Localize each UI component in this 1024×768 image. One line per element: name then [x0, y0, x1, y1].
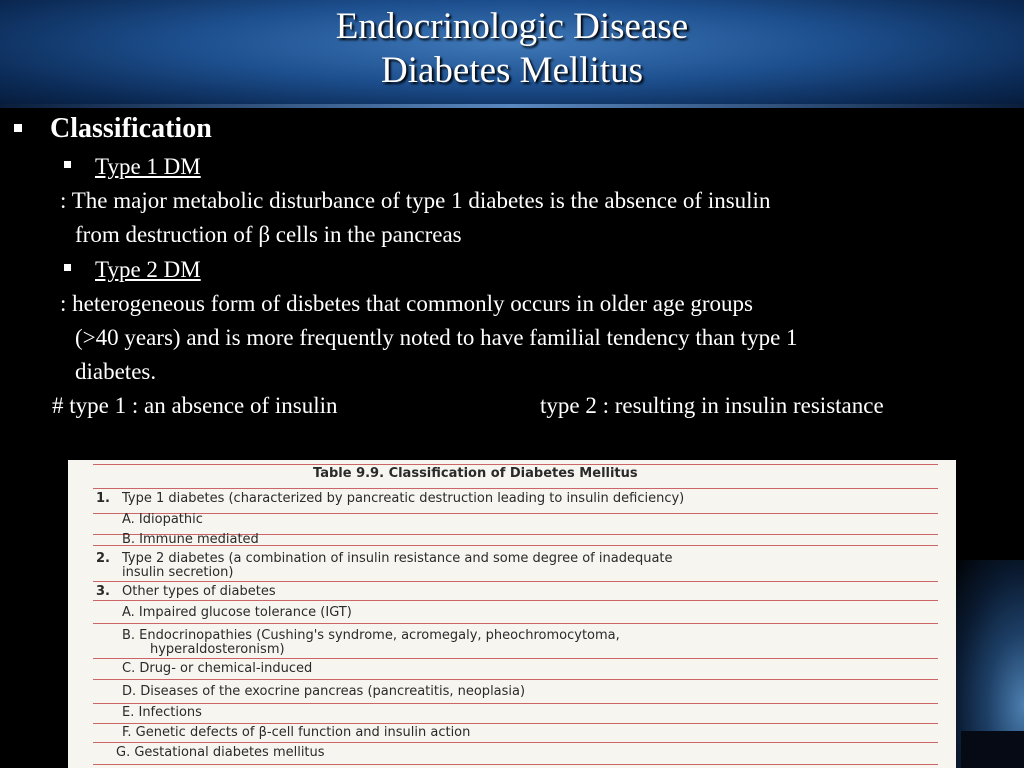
table-row: insulin secretion) [122, 565, 234, 580]
type1-label: Type 1 DM [95, 154, 201, 179]
note-type1: # type 1 : an absence of insulin [52, 393, 338, 418]
table-rule [93, 742, 938, 743]
table-rule [93, 623, 938, 624]
table-row: B. Immune mediated [122, 532, 259, 547]
classification-table-image [68, 460, 956, 768]
table-rule [93, 600, 938, 601]
table-rule [93, 764, 938, 765]
slide-header [0, 0, 1024, 108]
table-row: F. Genetic defects of β-cell function and insulin action [122, 725, 471, 740]
table-row: hyperaldosteronism) [150, 642, 285, 657]
type2-label: Type 2 DM [95, 257, 201, 282]
table-rule [93, 513, 938, 514]
note-type2: type 2 : resulting in insulin resistance [540, 393, 884, 418]
bullet-icon [14, 124, 22, 132]
table-row: C. Drug- or chemical-induced [122, 661, 313, 676]
table-rule [93, 703, 938, 704]
table-row: 1. Type 1 diabetes (characterized by pancreatic destruction leading to insulin deficiency) [96, 491, 685, 506]
table-title: Table 9.9. Classification of Diabetes Mellitus [313, 466, 638, 481]
table-row: A. Idiopathic [122, 512, 203, 527]
table-rule [93, 581, 938, 582]
bullet-icon [64, 161, 71, 168]
table-row: 3. Other types of diabetes [96, 584, 276, 599]
table-row: A. Impaired glucose tolerance (IGT) [122, 605, 352, 620]
type2-desc-line1: : heterogeneous form of disbetes that commonly occurs in older age groups [60, 291, 754, 316]
slide-title-line1: Endocrinologic Disease [335, 6, 689, 47]
table-row: E. Infections [122, 705, 202, 720]
classification-heading: Classification [50, 113, 212, 144]
type2-desc-line2: (>40 years) and is more frequently noted to have familial tendency than type 1 [75, 325, 798, 350]
table-row: D. Diseases of the exocrine pancreas (pancreatitis, neoplasia) [122, 684, 526, 699]
type2-desc-line3: diabetes. [75, 359, 157, 384]
slide-title-line2: Diabetes Mellitus [380, 50, 644, 91]
corner-decoration [961, 731, 1024, 768]
table-row: B. Endocrinopathies (Cushing's syndrome, acromegaly, pheochromocytoma, [122, 628, 620, 643]
table-rule [93, 658, 938, 659]
table-row: G. Gestational diabetes mellitus [116, 745, 325, 760]
table-rule [93, 488, 938, 489]
bullet-icon [64, 264, 71, 271]
table-rule [93, 723, 938, 724]
table-rule [93, 679, 938, 680]
type1-desc-line2: from destruction of β cells in the pancreas [75, 222, 462, 247]
type1-desc-line1: : The major metabolic disturbance of type 1 diabetes is the absence of insulin [60, 188, 771, 213]
table-row: 2. Type 2 diabetes (a combination of insulin resistance and some degree of inadequate [96, 551, 673, 566]
table-rule [93, 464, 938, 465]
